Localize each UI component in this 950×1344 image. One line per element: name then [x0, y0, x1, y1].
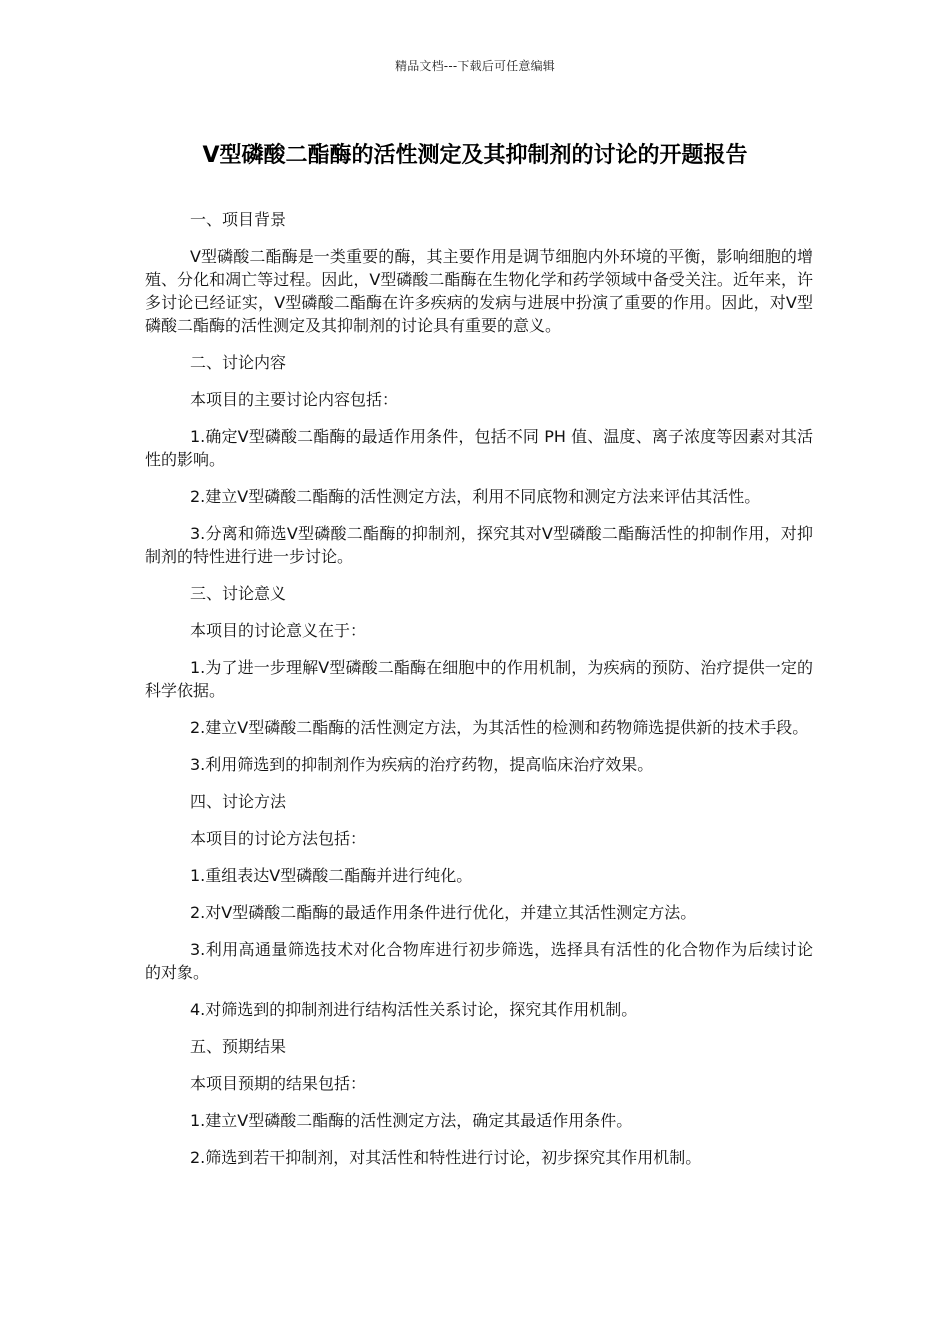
list-item: 2.筛选到若干抑制剂，对其活性和特性进行讨论，初步探究其作用机制。 [190, 1148, 702, 1167]
paragraph: Ⅴ型磷酸二酯酶是一类重要的酶，其主要作用是调节细胞内外环境的平衡，影响细胞的增殖、分化和凋亡等过程。因此，Ⅴ型磷酸二酯酶在生物化学和药学领域中备受关注。近年来，许多讨论已经证实，Ⅴ型磷酸二酯酶在许多疾病的发病与进展中扮演了重要的作用。因此，对Ⅴ型磷酸二酯酶的活性测定及其抑制剂的讨论具有重要的意义。 [145, 247, 813, 335]
list-item: 1.重组表达Ⅴ型磷酸二酯酶并进行纯化。 [190, 866, 473, 885]
list-item: 3.利用筛选到的抑制剂作为疾病的治疗药物，提高临床治疗效果。 [190, 755, 654, 774]
section-heading-content: 二、讨论内容 [190, 353, 287, 372]
document-title: Ⅴ型磷酸二酯酶的活性测定及其抑制剂的讨论的开题报告 [202, 143, 748, 168]
paragraph: 本项目的讨论方法包括： [190, 829, 367, 848]
paragraph: 本项目的主要讨论内容包括： [190, 390, 399, 409]
list-item: 2.对Ⅴ型磷酸二酯酶的最适作用条件进行优化，并建立其活性测定方法。 [190, 903, 697, 922]
paragraph: 本项目的讨论意义在于： [190, 621, 367, 640]
section-heading-methods: 四、讨论方法 [190, 792, 287, 811]
list-item: 2.建立Ⅴ型磷酸二酯酶的活性测定方法，利用不同底物和测定方法来评估其活性。 [190, 487, 761, 506]
list-item: 3.分离和筛选Ⅴ型磷酸二酯酶的抑制剂，探究其对Ⅴ型磷酸二酯酶活性的抑制作用，对抑制剂的特性进行进一步讨论。 [145, 524, 813, 566]
list-item: 4.对筛选到的抑制剂进行结构活性关系讨论，探究其作用机制。 [190, 1000, 638, 1019]
section-heading-background: 一、项目背景 [190, 210, 287, 229]
list-item: 1.建立Ⅴ型磷酸二酯酶的活性测定方法，确定其最适作用条件。 [190, 1111, 633, 1130]
document-body [145, 208, 813, 1183]
list-item: 1.确定Ⅴ型磷酸二酯酶的最适作用条件，包括不同 PH 值、温度、离子浓度等因素对其活性的影响。 [145, 427, 813, 469]
list-item: 3.利用高通量筛选技术对化合物库进行初步筛选，选择具有活性的化合物作为后续讨论的对象。 [145, 940, 813, 982]
paragraph: 本项目预期的结果包括： [190, 1074, 367, 1093]
header-note: 精品文档---下载后可任意编辑 [395, 59, 555, 73]
list-item: 2.建立Ⅴ型磷酸二酯酶的活性测定方法，为其活性的检测和药物筛选提供新的技术手段。 [190, 718, 809, 737]
list-item: 1.为了进一步理解Ⅴ型磷酸二酯酶在细胞中的作用机制，为疾病的预防、治疗提供一定的科学依据。 [145, 658, 813, 700]
section-heading-expected-results: 五、预期结果 [190, 1037, 287, 1056]
section-heading-significance: 三、讨论意义 [190, 584, 287, 603]
